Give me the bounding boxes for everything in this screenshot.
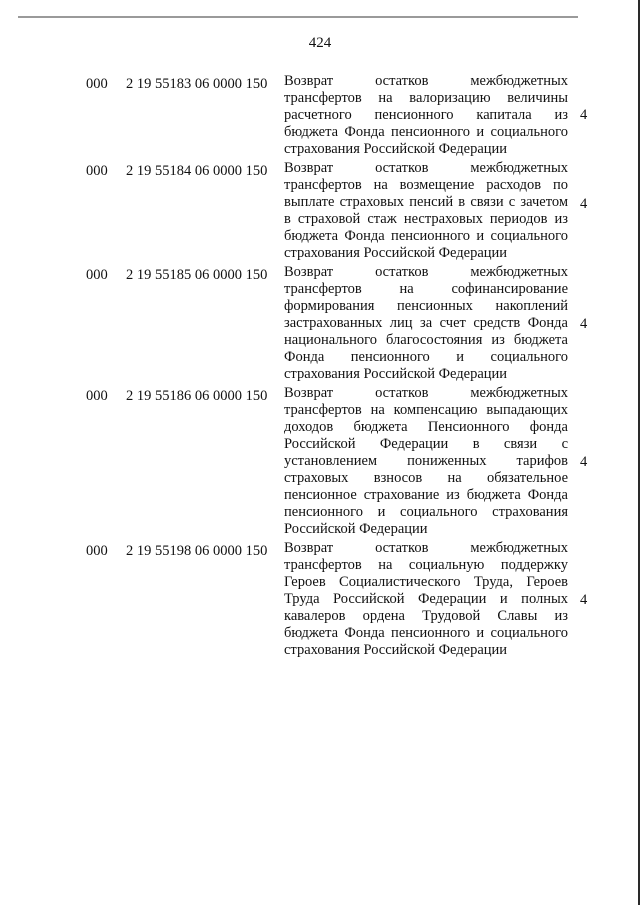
page-number: 424 [308,35,332,51]
admin-code: 000 [86,388,108,404]
budget-classification-code: 2 19 55184 06 0000 150 [126,163,268,179]
table-row [0,160,640,262]
row-description: Возврат остатков межбюджетных трансфертов на социальную поддержку Героев Социалистического Труда, Героев Труда Российской Федерации и полных кавалеров ордена Трудовой Славы из бюджета Фонда пенсионного и социального страхования Российской Федерации [284,540,568,658]
row-description: Возврат остатков межбюджетных трансфертов на возмещение расходов по выплате страховых пенсий в связи с зачетом в страховой стаж нестраховых периодов из бюджета Фонда пенсионного и социального страхования Российской Федерации [284,160,568,261]
row-value: 4 [580,196,588,212]
table-row [0,385,640,538]
admin-code: 000 [86,267,108,283]
table-row [0,73,640,158]
budget-classification-code: 2 19 55198 06 0000 150 [126,543,268,559]
budget-code-table [0,73,640,661]
row-description: Возврат остатков межбюджетных трансфертов на валоризацию величины расчетного пенсионного капитала из бюджета Фонда пенсионного и социального страхования Российской Федерации [284,73,568,157]
row-value: 4 [580,107,588,123]
budget-classification-code: 2 19 55185 06 0000 150 [126,267,268,283]
row-value: 4 [580,316,588,332]
budget-classification-code: 2 19 55183 06 0000 150 [126,76,268,92]
budget-classification-code: 2 19 55186 06 0000 150 [126,388,268,404]
admin-code: 000 [86,163,108,179]
table-row [0,540,640,659]
row-description: Возврат остатков межбюджетных трансфертов на компенсацию выпадающих доходов бюджета Пенсионного фонда Российской Федерации в связи с установлением пониженных тарифов страховых взносов на обязательное пенсионное страхование из бюджета Фонда пенсионного и социального страхования Российской Федерации [284,385,568,537]
admin-code: 000 [86,76,108,92]
admin-code: 000 [86,543,108,559]
row-value: 4 [580,454,588,470]
row-description: Возврат остатков межбюджетных трансфертов на софинансирование формирования пенсионных накоплений застрахованных лиц за счет средств Фонда национального благосостояния из бюджета Фонда пенсионного и социального страхования Российской Федерации [284,264,568,382]
row-value: 4 [580,592,588,608]
scan-border-top [18,16,578,18]
table-row [0,264,640,383]
